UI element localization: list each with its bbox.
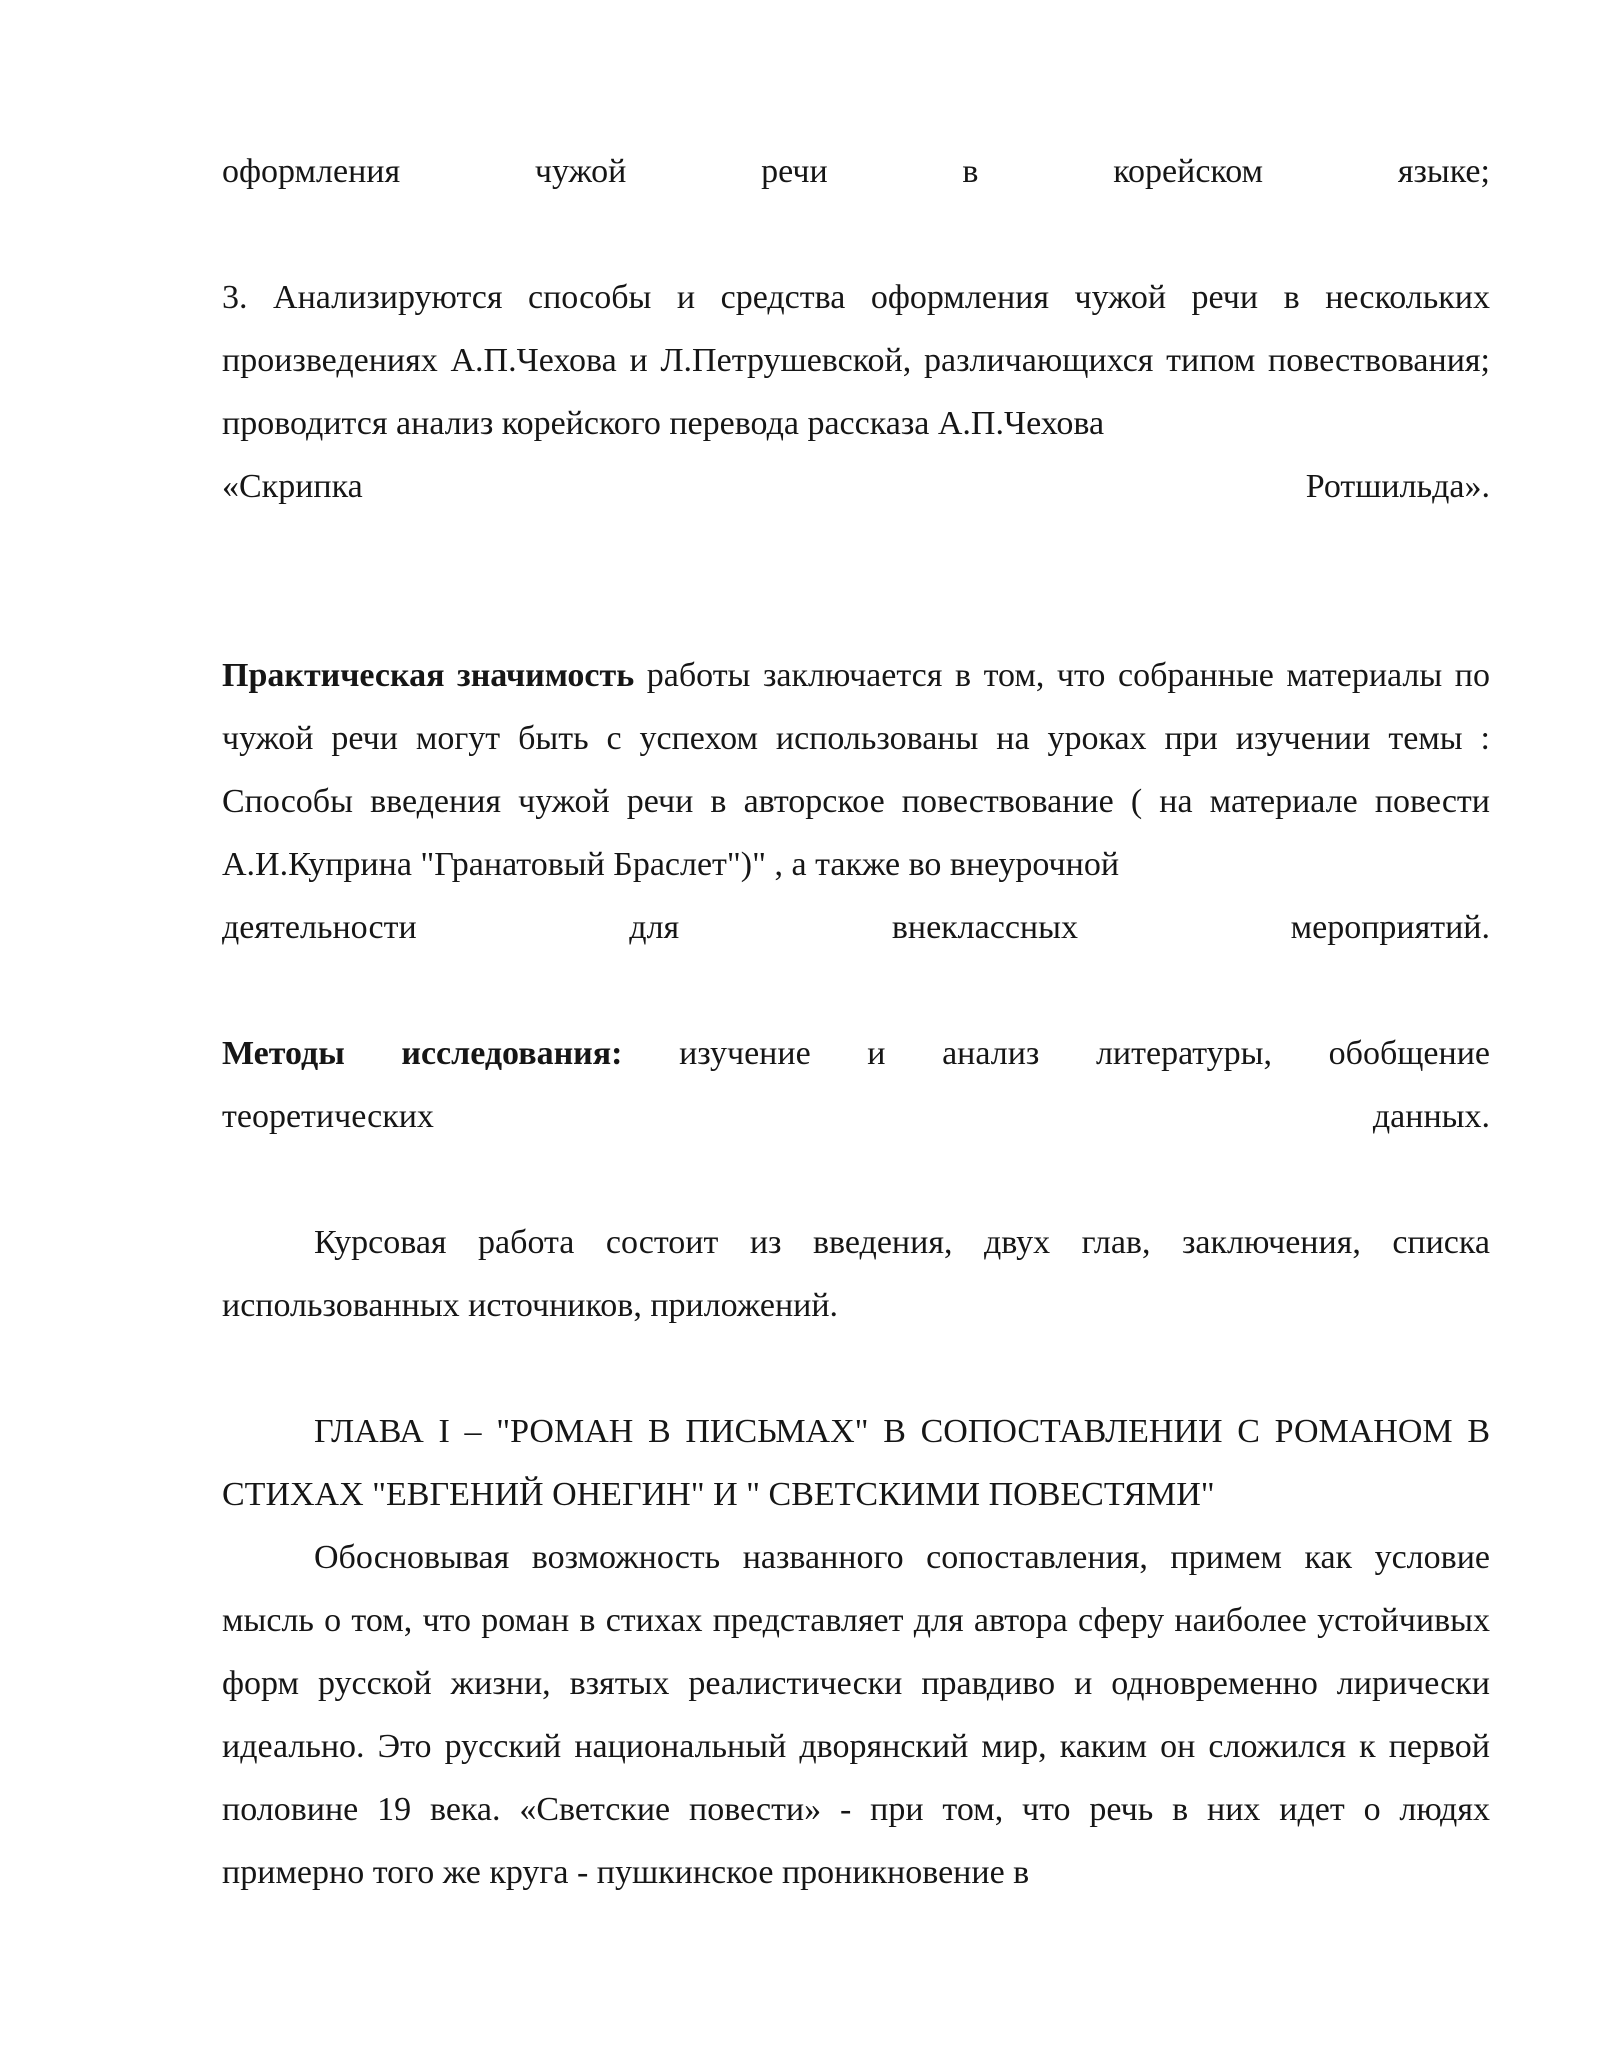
methods-last-left: теоретических <box>222 1098 434 1135</box>
methods-last-right: данных. <box>1372 1098 1490 1135</box>
methods-paragraph <box>222 1022 1490 1085</box>
methods-text: изучение и анализ литературы, обобщение <box>622 1035 1490 1072</box>
item-3-last-left: «Скрипка <box>222 468 363 505</box>
spacer <box>222 203 1490 266</box>
spacer <box>222 1148 1490 1211</box>
spacer <box>222 959 1490 1022</box>
structure-paragraph: Курсовая работа состоит из введения, двух глав, заключения, списка использованных источников, приложений. <box>222 1224 1490 1324</box>
document-body <box>222 140 1490 1904</box>
item-3-last-line <box>222 455 1490 518</box>
item-3-paragraph: 3. Анализируются способы и средства оформления чужой речи в нескольких произведениях А.П.Чехова и Л.Петрушевской, различающихся типом повествования; проводится анализ корейского перевода рассказа А.П.Чехова <box>222 279 1490 442</box>
chapter-paragraph: Обосновывая возможность названного сопоставления, примем как условие мысль о том, что роман в стихах представляет для автора сферу наиболее устойчивых форм русской жизни, взятых реалистически правдиво и одновременно лирически идеально. Это русский национальный дворянский мир, каким он сложился к первой половине 19 века. «Светские повести» - при том, что речь в них идет о людях примерно того же круга - пушкинское проникновение в <box>222 1539 1490 1891</box>
intro-line <box>222 140 1490 203</box>
practical-last-word: внеклассных <box>891 909 1078 946</box>
intro-word: речи <box>761 153 828 190</box>
intro-word: чужой <box>534 153 627 190</box>
intro-word: языке; <box>1397 153 1490 190</box>
intro-word: в <box>962 153 979 190</box>
item-3-last-right: Ротшильда». <box>1305 468 1490 505</box>
practical-last-line <box>222 896 1490 959</box>
practical-last-word: для <box>629 909 680 946</box>
practical-last-word: деятельности <box>222 909 417 946</box>
intro-word: корейском <box>1113 153 1264 190</box>
methods-heading: Методы исследования: <box>222 1035 623 1072</box>
practical-paragraph <box>222 644 1490 896</box>
spacer <box>222 518 1490 644</box>
methods-last-line <box>222 1085 1490 1148</box>
spacer <box>222 1337 1490 1400</box>
chapter-heading: ГЛАВА I – "РОМАН В ПИСЬМАХ" В СОПОСТАВЛЕНИИ С РОМАНОМ В СТИХАХ "ЕВГЕНИЙ ОНЕГИН" И " СВЕТСКИМИ ПОВЕСТЯМИ" <box>222 1413 1490 1513</box>
practical-text: работы заключается в том, что собранные материалы по чужой речи могут быть с успехом использованы на уроках при изучении темы : Способы введения чужой речи в авторское повествование ( на материале повести А.И.Куприна "Гранатовый Браслет")" , а также во внеурочной <box>222 657 1490 883</box>
practical-last-word: мероприятий. <box>1290 909 1490 946</box>
intro-word: оформления <box>222 153 401 190</box>
practical-heading: Практическая значимость <box>222 657 635 694</box>
